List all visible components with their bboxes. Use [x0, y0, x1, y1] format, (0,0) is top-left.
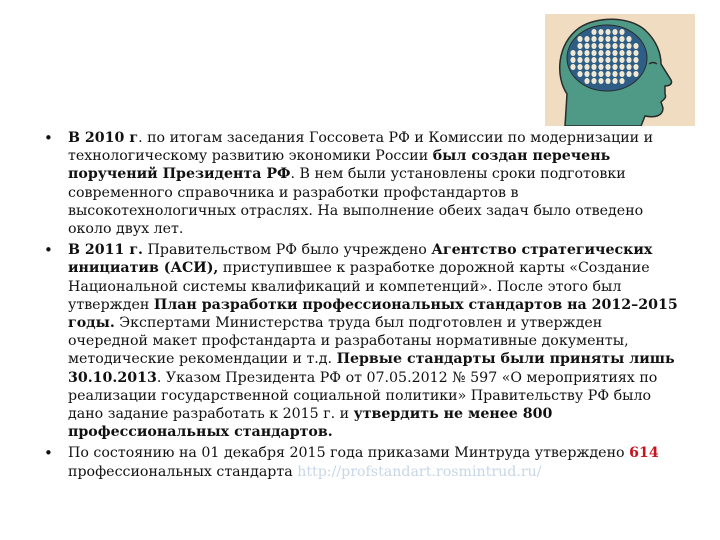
- letter-tile: [584, 50, 589, 56]
- head-profile-illustration: [545, 14, 695, 126]
- letter-tile: [591, 29, 596, 35]
- letter-tile: [605, 64, 610, 70]
- text-run: Агентство стратегических инициатив (АСИ),: [68, 242, 653, 277]
- letter-tile: [591, 36, 596, 42]
- letter-tile: [598, 78, 603, 84]
- letter-tile: [612, 29, 617, 35]
- text-run: Первые стандарты были приняты лишь 30.10.2013: [68, 351, 675, 386]
- letter-tile: [584, 64, 589, 70]
- letter-tile: [633, 64, 638, 70]
- text-run: профессиональных стандарта: [68, 463, 298, 480]
- text-run: Экспертами Министерства труда был подготовлен и утвержден очередной макет профстандарта и разработаны нормативные документы, методические рекомендации и т.д.: [68, 315, 629, 368]
- text-run: . В нем были установлены сроки подготовки современного справочника и разработки профстандартов в высокотехнологичных отраслях. На выполнение обеих задач было отведено около двух лет.: [68, 166, 644, 238]
- letter-tile: [577, 36, 582, 42]
- letter-tile: [605, 43, 610, 49]
- letter-tile: [619, 29, 624, 35]
- letter-tile: [612, 71, 617, 77]
- letter-tile: [626, 64, 631, 70]
- text-run: . Указом Президента РФ от 07.05.2012 № 597 «О мероприятиях по реализации государственной социальной политики» Правительству РФ было дано задание разработать к 2015 г. и: [68, 369, 658, 423]
- letter-tile: [598, 64, 603, 70]
- letter-tile: [619, 50, 624, 56]
- letter-tile: [612, 36, 617, 42]
- letter-tile: [612, 57, 617, 63]
- text-run: По состоянию на 01 декабря 2015 года приказами Минтруда утверждено: [68, 445, 630, 462]
- text-run: приступившее к разработке дорожной карты «Создание Национальной системы квалификаций и компетенций». После этого был утвержден: [68, 260, 650, 313]
- letter-tile: [605, 57, 610, 63]
- letter-tile: [577, 64, 582, 70]
- letter-tile: [584, 36, 589, 42]
- letter-tile: [626, 43, 631, 49]
- letter-tile: [598, 50, 603, 56]
- text-run: В 2011 г.: [68, 242, 143, 259]
- letter-tile: [619, 36, 624, 42]
- letter-tile: [633, 43, 638, 49]
- letter-tile: [598, 29, 603, 35]
- letter-tile: [605, 29, 610, 35]
- letter-tile: [591, 57, 596, 63]
- text-run: утвердить не менее 800 профессиональных стандартов.: [68, 406, 553, 441]
- letter-tile: [626, 57, 631, 63]
- letter-tile: [605, 50, 610, 56]
- bullet-list: [44, 129, 684, 484]
- letter-tile: [633, 57, 638, 63]
- letter-tile: [577, 71, 582, 77]
- letter-tile: [605, 71, 610, 77]
- text-run: План разработки профессиональных стандартов на 2012–2015 годы.: [68, 296, 678, 332]
- letter-tile: [584, 57, 589, 63]
- letter-tile: [591, 71, 596, 77]
- bullet-item: [44, 444, 684, 480]
- text-run: В 2010 г: [68, 130, 139, 146]
- letter-tile: [605, 78, 610, 84]
- letter-tile: [591, 43, 596, 49]
- letter-tile: [619, 64, 624, 70]
- letter-tile: [598, 57, 603, 63]
- letter-tile: [591, 78, 596, 84]
- letter-tile: [570, 64, 575, 70]
- text-run: был создан перечень поручений Президента РФ: [68, 148, 611, 183]
- letter-tile: [598, 71, 603, 77]
- letter-tile: [633, 71, 638, 77]
- letter-tile: [619, 78, 624, 84]
- letter-tile: [619, 43, 624, 49]
- letter-tile: [584, 43, 589, 49]
- letter-tile: [612, 78, 617, 84]
- letter-tile: [605, 36, 610, 42]
- letter-tile: [584, 71, 589, 77]
- letter-tile: [584, 78, 589, 84]
- letter-tile: [612, 50, 617, 56]
- letter-tile: [619, 71, 624, 77]
- letter-tile: [619, 57, 624, 63]
- highlight-number: 614: [629, 445, 659, 462]
- bullet-item: [44, 129, 684, 238]
- letter-tile: [591, 50, 596, 56]
- text-run: . по итогам заседания Госсовета РФ и Комиссии по модернизации и технологическому развитию экономики России: [68, 130, 654, 165]
- letter-tile: [577, 50, 582, 56]
- bullet-item: [44, 241, 684, 441]
- letter-tile: [626, 50, 631, 56]
- letter-tile: [570, 57, 575, 63]
- letter-tile: [633, 50, 638, 56]
- letter-tile: [626, 71, 631, 77]
- letter-tile: [577, 43, 582, 49]
- letter-tile: [626, 36, 631, 42]
- letter-tile: [598, 36, 603, 42]
- letter-tile: [577, 57, 582, 63]
- profstandart-link[interactable]: http://profstandart.rosmintrud.ru/: [297, 463, 542, 480]
- letter-tile: [612, 43, 617, 49]
- letter-tile: [591, 64, 596, 70]
- letter-tile: [570, 50, 575, 56]
- letter-tile: [598, 43, 603, 49]
- letter-tile: [612, 64, 617, 70]
- text-run: Правительством РФ было учреждено: [143, 242, 432, 259]
